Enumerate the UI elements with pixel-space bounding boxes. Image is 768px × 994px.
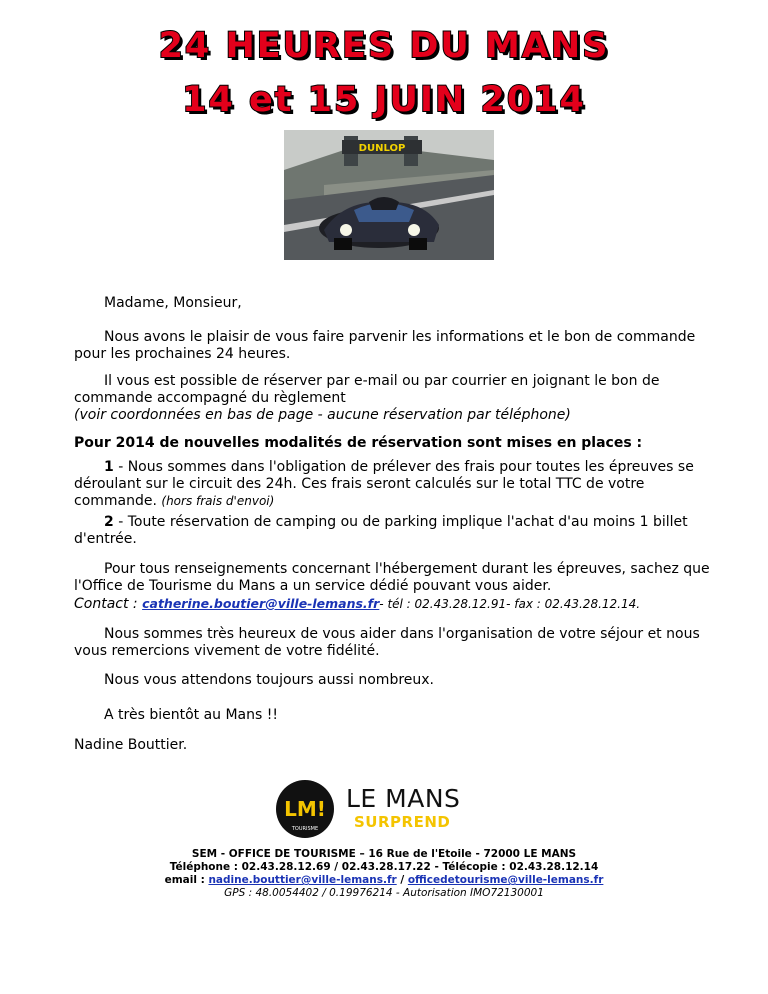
- paragraph-reservation-note: (voir coordonnées en bas de page - aucune réservation par téléphone): [74, 407, 571, 423]
- title-line-2: 14 et 15 JUIN 2014: [182, 80, 586, 120]
- footer-phone: Téléphone : 02.43.28.12.69 / 02.43.28.17.22 - Télécopie : 02.43.28.12.14: [169, 861, 599, 873]
- list-item-2-text: - Toute réservation de camping ou de parking implique l'achat d'au moins 1 billet d'entrée.: [74, 514, 688, 547]
- list-item-1-note: (hors frais d'envoi): [161, 494, 275, 508]
- contact-line: [74, 595, 724, 613]
- list-item-2-number: 2: [104, 514, 114, 530]
- contact-phone-fax: - tél : 02.43.28.12.91- fax : 02.43.28.12.14.: [379, 597, 641, 611]
- paragraph-accommodation: [74, 561, 724, 613]
- paragraph-intro: Nous avons le plaisir de vous faire parvenir les informations et le bon de commande pour les prochaines 24 heures.: [74, 329, 696, 362]
- footer-email-2-link[interactable]: officedetourisme@ville-lemans.fr: [407, 874, 604, 886]
- logo-line-2: SURPREND: [354, 813, 451, 831]
- list-item-1: [74, 459, 724, 510]
- salutation: Madame, Monsieur,: [104, 295, 242, 311]
- contact-label: Contact :: [74, 596, 143, 612]
- footer-gps: GPS : 48.0054402 / 0.19976214 - Autorisation IMO72130001: [224, 887, 544, 899]
- footer-email-label: email :: [164, 874, 209, 886]
- paragraph-reservation: [74, 373, 714, 424]
- section-heading: Pour 2014 de nouvelles modalités de réservation sont mises en places :: [74, 435, 643, 451]
- race-car-illustration: [284, 130, 494, 260]
- list-item-1-number: 1: [104, 459, 114, 475]
- paragraph-waiting: Nous vous attendons toujours aussi nombreux.: [104, 672, 435, 688]
- footer-emails: [0, 874, 768, 887]
- le-mans-logo-mark: [274, 778, 336, 840]
- footer-address: SEM - OFFICE DE TOURISME – 16 Rue de l'Etoile - 72000 LE MANS: [191, 848, 577, 860]
- paragraph-reservation-text: Il vous est possible de réserver par e-mail ou par courrier en joignant le bon de commande accompagné du règlement: [74, 373, 660, 406]
- paragraph-thanks: Nous sommes très heureux de vous aider dans l'organisation de votre séjour et nous vous remercions vivement de votre fidélité.: [74, 626, 700, 659]
- list-item-1-text: - Nous sommes dans l'obligation de prélever des frais pour toutes les épreuves se déroulant sur le circuit des 24h. Ces frais seront calculés sur le total TTC de votre commande.: [74, 459, 694, 509]
- paragraph-accommodation-text: Pour tous renseignements concernant l'hébergement durant les épreuves, sachez que l'Office de Tourisme du Mans a un service dédié pouvant vous aider.: [74, 561, 710, 594]
- logo-small-text: TOURISME: [291, 826, 319, 832]
- logo-line-1: LE MANS: [346, 784, 461, 813]
- dunlop-banner-text: DUNLOP: [358, 143, 406, 154]
- footer-email-separator: /: [396, 874, 408, 886]
- race-car-photo: [284, 130, 494, 260]
- footer-email-1-link[interactable]: nadine.bouttier@ville-lemans.fr: [208, 874, 397, 886]
- list-item-2: [74, 514, 724, 548]
- paragraph-closing: A très bientôt au Mans !!: [104, 707, 278, 723]
- le-mans-logo: [274, 778, 474, 838]
- signature: Nadine Bouttier.: [74, 737, 188, 753]
- title-line-1: 24 HEURES DU MANS: [158, 26, 610, 66]
- contact-email-link[interactable]: catherine.boutier@ville-lemans.fr: [142, 596, 380, 611]
- logo-mark-text: LM!: [284, 797, 326, 821]
